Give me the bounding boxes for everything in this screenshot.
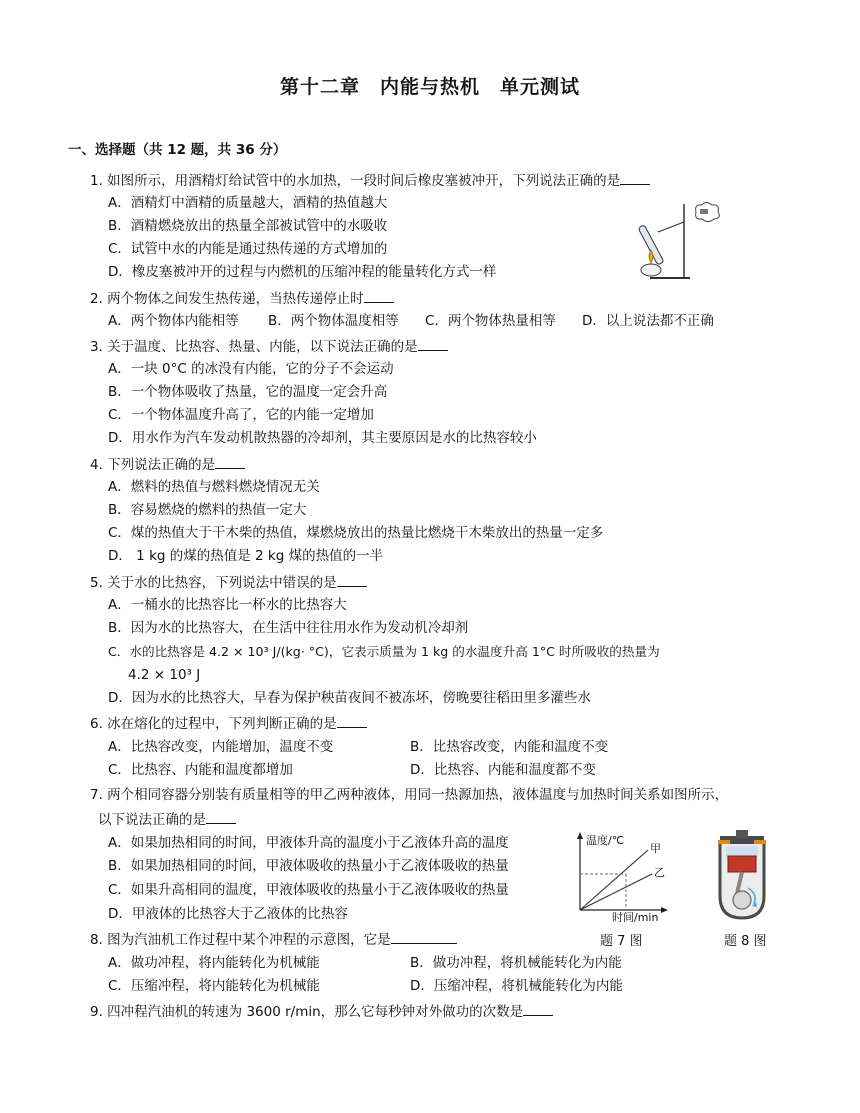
- q8-option-b[interactable]: B．做功冲程，将机械能转化为内能: [410, 955, 622, 971]
- page-title: 第十二章 内能与热机 单元测试: [279, 76, 580, 98]
- section-heading: 一、选择题（共 12 题，共 36 分）: [68, 142, 287, 158]
- q8-option-d[interactable]: D．压缩冲程，将机械能转化为内能: [410, 978, 623, 994]
- answer-blank[interactable]: [337, 572, 367, 587]
- q8-option-c[interactable]: C．压缩冲程，将内能转化为机械能: [108, 978, 320, 994]
- q6-option-d[interactable]: D．比热容、内能和温度都不变: [410, 762, 596, 778]
- question-2-stem: 2. 两个物体之间发生热传递，当热传递停止时: [90, 291, 364, 307]
- q4-option-a[interactable]: A．燃料的热值与燃料燃烧情况无关: [108, 479, 320, 495]
- question-6-stem: 6. 冰在熔化的过程中，下列判断正确的是: [90, 716, 337, 732]
- question-5: [90, 572, 367, 593]
- q6-option-b[interactable]: B．比热容改变，内能和温度不变: [410, 739, 609, 755]
- q4-option-d[interactable]: D． 1 kg 的煤的热值是 2 kg 煤的热值的一半: [108, 548, 384, 564]
- question-7-stem-continued: [98, 809, 236, 830]
- series-label-jia: 甲: [650, 842, 661, 855]
- answer-blank[interactable]: [391, 929, 457, 944]
- q1-option-b[interactable]: B．酒精燃烧放出的热量全部被试管中的水吸收: [108, 218, 388, 234]
- q1-option-a[interactable]: A．酒精灯中酒精的质量越大，酒精的热值越大: [108, 195, 388, 211]
- q3-option-d[interactable]: D．用水作为汽车发动机散热器的冷却剂，其主要原因是水的比热容较小: [108, 430, 537, 446]
- series-label-yi: 乙: [654, 866, 665, 879]
- graph-x-axis-label: 时间/min: [612, 911, 659, 922]
- q5-option-a[interactable]: A．一桶水的比热容比一杯水的比热容大: [108, 597, 347, 613]
- q1-option-c[interactable]: C．试管中水的内能是通过热传递的方式增加的: [108, 241, 388, 257]
- question-5-stem: 5. 关于水的比热容，下列说法中错误的是: [90, 575, 337, 591]
- engine-cylinder-figure: [712, 826, 772, 922]
- answer-blank[interactable]: [215, 454, 245, 469]
- graph-y-axis-label: 温度/℃: [586, 834, 625, 847]
- question-3-stem: 3. 关于温度、比热容、热量、内能，以下说法正确的是: [90, 339, 418, 355]
- answer-blank[interactable]: [364, 288, 394, 303]
- answer-blank[interactable]: [523, 1001, 553, 1016]
- figure-8-caption: 题 8 图: [724, 934, 767, 949]
- test-tube-heating-figure: [628, 196, 728, 284]
- q5-option-c-continued: 4.2 × 10³ J: [128, 667, 201, 683]
- question-1-stem: 1. 如图所示，用酒精灯给试管中的水加热，一段时间后橡皮塞被冲开，下列说法正确的是: [90, 173, 621, 189]
- question-1: [90, 170, 650, 191]
- figure-7-caption: 题 7 图: [600, 934, 643, 949]
- q5-option-c[interactable]: C．水的比热容是 4.2 × 10³ J/(kg· °C)，它表示质量为 1 kg 的水温度升高 1°C 时所吸收的热量为: [108, 644, 660, 659]
- q8-option-a[interactable]: A．做功冲程，将内能转化为机械能: [108, 955, 320, 971]
- question-4: [90, 454, 245, 475]
- temperature-time-graph: [572, 830, 672, 922]
- q4-option-c[interactable]: C．煤的热值大于干木柴的热值，煤燃烧放出的热量比燃烧干木柴放出的热量一定多: [108, 525, 604, 541]
- question-2: [90, 288, 394, 309]
- q6-option-a[interactable]: A．比热容改变，内能增加，温度不变: [108, 739, 334, 755]
- question-9: [90, 1001, 553, 1022]
- answer-blank[interactable]: [337, 713, 367, 728]
- question-4-stem: 4. 下列说法正确的是: [90, 457, 216, 473]
- q7-option-d[interactable]: D．甲液体的比热容大于乙液体的比热容: [108, 906, 348, 922]
- q4-option-b[interactable]: B．容易燃烧的燃料的热值一定大: [108, 502, 307, 518]
- q2-option-a[interactable]: A．两个物体内能相等: [108, 313, 239, 329]
- answer-blank[interactable]: [620, 170, 650, 185]
- question-8: [90, 929, 457, 950]
- q1-option-d[interactable]: D．橡皮塞被冲开的过程与内燃机的压缩冲程的能量转化方式一样: [108, 264, 497, 280]
- q2-option-c[interactable]: C．两个物体热量相等: [425, 313, 556, 329]
- q5-option-b[interactable]: B．因为水的比热容大，在生活中往往用水作为发动机冷却剂: [108, 620, 469, 636]
- q3-option-a[interactable]: A．一块 0°C 的冰没有内能，它的分子不会运动: [108, 361, 394, 377]
- q7-option-a[interactable]: A．如果加热相同的时间，甲液体升高的温度小于乙液体升高的温度: [108, 835, 509, 851]
- q7-option-b[interactable]: B．如果加热相同的时间，甲液体吸收的热量小于乙液体吸收的热量: [108, 858, 509, 874]
- question-6: [90, 713, 367, 734]
- question-7: 7. 两个相同容器分别装有质量相等的甲乙两种液体，用同一热源加热，液体温度与加热时间关系如图所示，: [90, 787, 729, 803]
- q2-option-d[interactable]: D．以上说法都不正确: [582, 313, 714, 329]
- q2-option-b[interactable]: B．两个物体温度相等: [268, 313, 399, 329]
- answer-blank[interactable]: [418, 336, 448, 351]
- answer-blank[interactable]: [206, 809, 236, 824]
- q3-option-b[interactable]: B．一个物体吸收了热量，它的温度一定会升高: [108, 384, 388, 400]
- q7-option-c[interactable]: C．如果升高相同的温度，甲液体吸收的热量小于乙液体吸收的热量: [108, 882, 509, 898]
- q6-option-c[interactable]: C．比热容、内能和温度都增加: [108, 762, 293, 778]
- question-8-stem: 8. 图为汽油机工作过程中某个冲程的示意图，它是: [90, 932, 391, 948]
- question-3: [90, 336, 448, 357]
- question-7-stem-part2: 以下说法正确的是: [98, 812, 206, 828]
- q3-option-c[interactable]: C．一个物体温度升高了，它的内能一定增加: [108, 407, 374, 423]
- question-9-stem: 9. 四冲程汽油机的转速为 3600 r/min，那么它每秒钟对外做功的次数是: [90, 1004, 524, 1020]
- q5-option-d[interactable]: D．因为水的比热容大，早春为保护秧苗夜间不被冻坏，傍晚要往稻田里多灌些水: [108, 690, 591, 706]
